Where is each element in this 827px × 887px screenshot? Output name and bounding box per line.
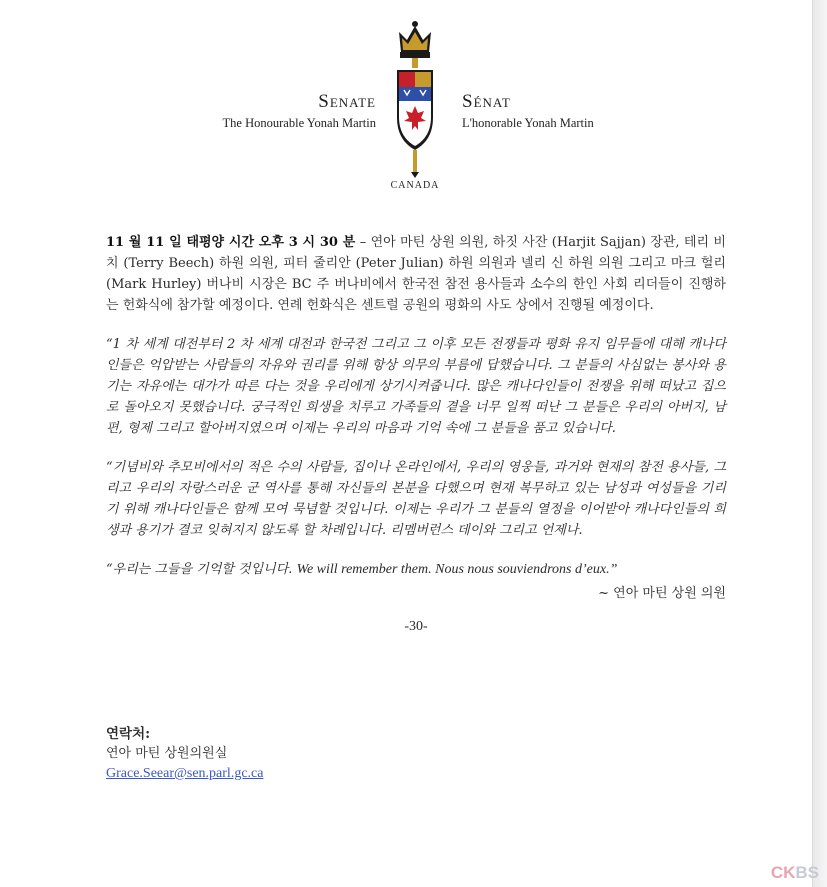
end-marker: -30- (404, 619, 428, 634)
senate-crest-logo (391, 18, 439, 178)
quote-paragraph-2: “기념비와 추모비에서의 적은 수의 사람들, 집이나 온라인에서, 우리의 영웅들, 과거와 현재의 참전 용사들, 그리고 우리의 자랑스러운 군 역사를 통해 자신들의 본분을 다했으며 현재 복무하고 있는 남성과 여성들을 기리기 위해 캐나다인들은 함께 모여 묵념할 것입니다. 이제는 우리가 그 분들의 열정을 이어받아 캐나다인들의 희생과 용기가 결코 잊혀지지 않도록 할 차례입니다. 리멤버런스 데이와 그리고 언제나. (106, 460, 726, 538)
senator-english-name: The Honourable Yonah Martin (222, 116, 376, 130)
quote-paragraph-1: “1 차 세계 대전부터 2 차 세계 대전과 한국전 그리고 그 이후 모든 전쟁들과 평화 유지 임무들에 대해 캐나다인들은 억압받는 사람들의 자유와 권리를 위해 항상 의무의 부름에 답했습니다. 그 분들의 사심없는 봉사와 용기는 자유에는 대가가 따른 다는 것을 우리에게 상기시켜줍니다. 많은 캐나다인들이 전쟁을 위해 떠났고 집으로 돌아오지 못했습니다. 궁극적인 희생을 치루고 가족들의 곁을 너무 일찍 떠난 그 분들은 우리의 아버지, 남편, 형제 그리고 할아버지였으며 이제는 우리의 마음과 기억 속에 그 분들을 품고 있습니다. (106, 337, 726, 436)
watermark-bs: BS (795, 863, 819, 882)
contact-title: 연락처: (106, 726, 151, 742)
intro-paragraph (106, 232, 726, 316)
quote3-korean: “우리는 그들을 기억할 것입니다. (106, 562, 297, 577)
press-release-body (106, 232, 726, 635)
quote-paragraph-3 (106, 559, 726, 580)
signature: ~ 연아 마틴 상원 의원 (598, 586, 726, 601)
senate-english-title: Senate (318, 91, 376, 112)
quote3-english-french: We will remember them. Nous nous souviendrons d’eux.” (296, 562, 618, 577)
contact-email-link[interactable]: Grace.Seear@sen.parl.gc.ca (106, 766, 264, 781)
country-label: CANADA (390, 180, 440, 191)
senator-french-name: L'honorable Yonah Martin (462, 116, 594, 130)
contact-block (106, 724, 263, 784)
dateline: 11 월 11 일 태평양 시간 오후 3 시 30 분 (106, 235, 356, 250)
watermark-ck: CK (770, 863, 796, 882)
senate-french-title: Sénat (462, 91, 511, 112)
contact-office: 연아 마틴 상원의원실 (106, 746, 228, 761)
watermark-logo (771, 863, 819, 883)
letterhead (0, 0, 827, 200)
intro-text: – 연아 마틴 상원 의원, 하짓 사잔 (Harjit Sajjan) 장관, 테리 비치 (Terry Beech) 하원 의원, 피터 줄리안 (Peter Julian) 하원 의원과 넬리 신 하원 의원 그리고 마크 헐리 (Mark Hurley) 버나비 시장은 BC 주 버나비에서 한국전 참전 용사들과 소수의 한인 사회 리더들이 진행하는 헌화식에 참가할 예정이다. 연례 헌화식은 센트럴 공원의 평화의 사도 상에서 진행될 예정이다. (106, 235, 726, 313)
